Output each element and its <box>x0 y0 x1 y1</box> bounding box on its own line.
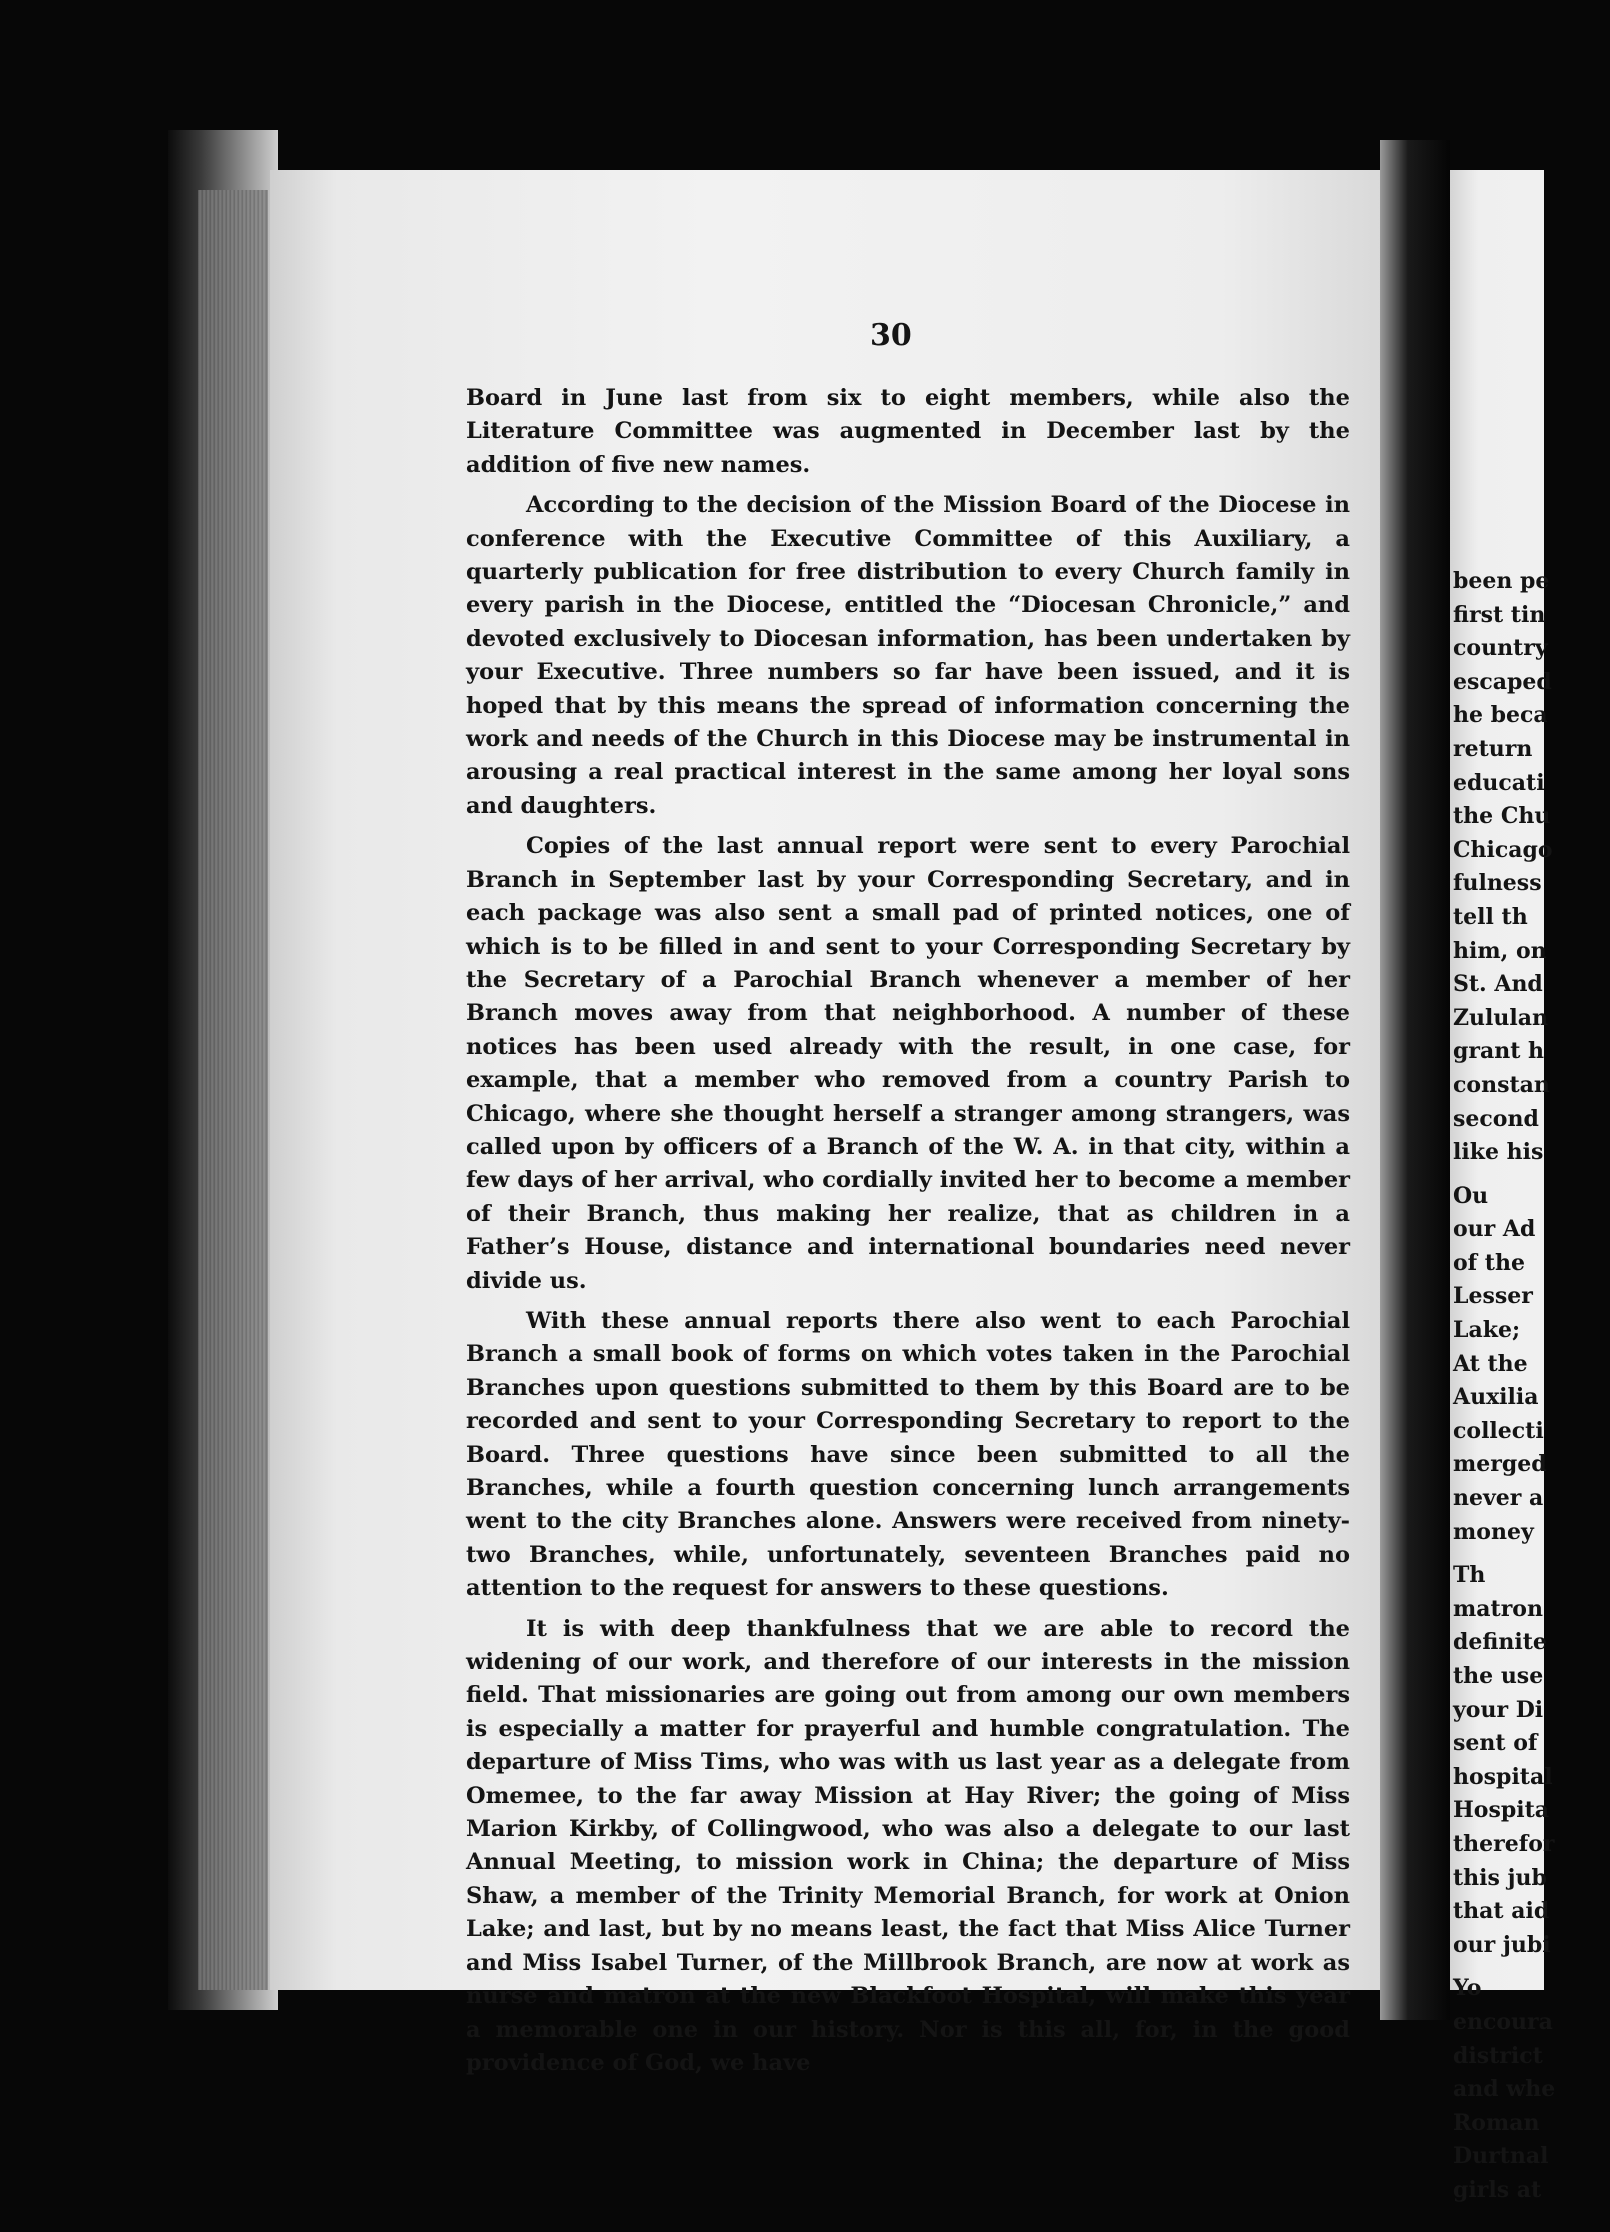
right-page-fragment <box>1450 170 1556 2203</box>
fragment-line: him, on <box>1453 937 1547 964</box>
fragment-line: definite <box>1453 1629 1547 1656</box>
fragment-line: your Di <box>1453 1696 1544 1723</box>
fragment-line: educati <box>1453 769 1545 796</box>
fragment-line: our Ad <box>1453 1216 1536 1243</box>
fragment-line: St. And <box>1453 971 1543 998</box>
fragment-line: our jubi <box>1453 1931 1551 1958</box>
page-edges <box>198 190 268 1990</box>
fragment-line: like his <box>1453 1139 1544 1166</box>
fragment-line: girls at <box>1453 2176 1542 2203</box>
page-number: 30 <box>870 318 912 353</box>
fragment-line: he beca <box>1453 702 1548 729</box>
book-gutter <box>1380 140 1450 2020</box>
fragment-line: Durtnal <box>1453 2143 1549 2170</box>
fragment-line: escaped <box>1453 668 1552 695</box>
paragraph: Copies of the last annual report were sent to every Parochial Branch in September last by your Corresponding Secretary, and in each package was also sent a small pad of printed notices, one of which is to be filled in and sent to your Corresponding Secretary by the Secretary of a Parochial Branch whenever a member of her Branch moves away from that neighborhood. A number of these notices has been used already with the result, in one case, for example, that a member who removed from a country Parish to Chicago, where she thought herself a stranger among strangers, was called upon by officers of a Branch of the W. A. in that city, within a few days of her arrival, who cordially invited her to become a member of their Branch, thus making her realize, that as children in a Father’s House, distance and international boundaries need never divide us. <box>466 833 1350 1294</box>
fragment-line: Lake; <box>1453 1317 1521 1344</box>
fragment-line: Auxilia <box>1453 1384 1539 1411</box>
fragment-line: At the <box>1453 1350 1528 1377</box>
fragment-line: first tin <box>1453 601 1546 628</box>
fragment-line: Lesser <box>1453 1283 1533 1310</box>
fragment-line: merged <box>1453 1451 1547 1478</box>
right-page-text <box>1450 565 1610 2208</box>
fragment-line: and whe <box>1453 2076 1556 2103</box>
fragment-line: money <box>1453 1518 1534 1545</box>
fragment-line: hospital <box>1453 1763 1553 1790</box>
fragment-line: that aid <box>1453 1898 1550 1925</box>
page-body <box>466 382 1350 2087</box>
fragment-line: Chicago <box>1453 836 1553 863</box>
fragment-line: district <box>1453 2042 1543 2069</box>
fragment-line: been pe <box>1453 568 1550 594</box>
fragment-line: the Chu <box>1453 803 1551 830</box>
fragment-line: second <box>1453 1105 1539 1132</box>
fragment-line: sent of <box>1453 1730 1538 1757</box>
fragment-line: never a <box>1453 1485 1544 1512</box>
paragraph: According to the decision of the Mission Board of the Diocese in conference with the Executive Committee of this Auxiliary, a quarterly publication for free distribution to every Church family in every parish in the Diocese, entitled the “Diocesan Chronicle,” and devoted exclusively to Diocesan information, has been undertaken by your Executive. Three numbers so far have been issued, and it is hoped that by this means the spread of information concerning the work and needs of the Church in this Diocese may be instrumental in arousing a real practical interest in the same among her loyal sons and daughters. <box>466 492 1350 819</box>
paragraph-gap <box>1450 1549 1610 1559</box>
fragment-line: matron <box>1453 1595 1543 1622</box>
fragment-line: tell th <box>1453 903 1528 930</box>
fragment-line: grant h <box>1453 1038 1545 1065</box>
paragraph-gap <box>1450 1170 1610 1180</box>
paragraph-gap <box>1450 1962 1610 1972</box>
fragment-line: collecti <box>1453 1417 1544 1444</box>
fragment-line: Zululan <box>1453 1004 1549 1031</box>
fragment-line: encoura <box>1453 2008 1553 2035</box>
fragment-line: therefor <box>1453 1830 1555 1857</box>
paragraph: Board in June last from six to eight members, while also the Literature Committee was augmented in December last by the addition of five new names. <box>466 385 1350 478</box>
fragment-line: Ou <box>1453 1182 1489 1209</box>
fragment-line: country <box>1453 635 1548 662</box>
fragment-line: return <box>1453 735 1533 762</box>
fragment-line: Yo <box>1453 1975 1482 2002</box>
fragment-line: constan <box>1453 1071 1550 1098</box>
fragment-line: Hospita <box>1453 1797 1550 1824</box>
fragment-line: Th <box>1453 1562 1486 1589</box>
fragment-line: the use <box>1453 1663 1544 1689</box>
fragment-line: Roman <box>1453 2109 1540 2136</box>
fragment-line: this jub <box>1453 1864 1547 1891</box>
fragment-line: of the <box>1453 1249 1525 1276</box>
fragment-line: fulness <box>1453 870 1542 897</box>
paragraph: It is with deep thankfulness that we are able to record the widening of our work, and therefore of our interests in the mission field. That missionaries are going out from among our own members is especially a matter for prayerful and humble congratulation. The departure of Miss Tims, who was with us last year as a delegate from Omemee, to the far away Mission at Hay River; the going of Miss Marion Kirkby, of Collingwood, who was also a delegate to our last Annual Meeting, to mission work in China; the departure of Miss Shaw, a member of the Trinity Memorial Branch, for work at Onion Lake; and last, but by no means least, the fact that Miss Alice Turner and Miss Isabel Turner, of the Millbrook Branch, are now at work as nurse and matron at the new Blackfoot Hospital, will make this year a memorable one in our history. Nor is this all, for, in the good providence of God, we have <box>466 1615 1350 2076</box>
paragraph: With these annual reports there also went to each Parochial Branch a small book of forms on which votes taken in the Parochial Branches upon questions submitted to them by this Board are to be recorded and sent to your Corresponding Secretary to report to the Board. Three questions have since been submitted to all the Branches, while a fourth question concerning lunch arrangements went to the city Branches alone. Answers were received from ninety-two Branches, while, unfortunately, seventeen Branches paid no attention to the request for answers to these questions. <box>466 1307 1350 1602</box>
